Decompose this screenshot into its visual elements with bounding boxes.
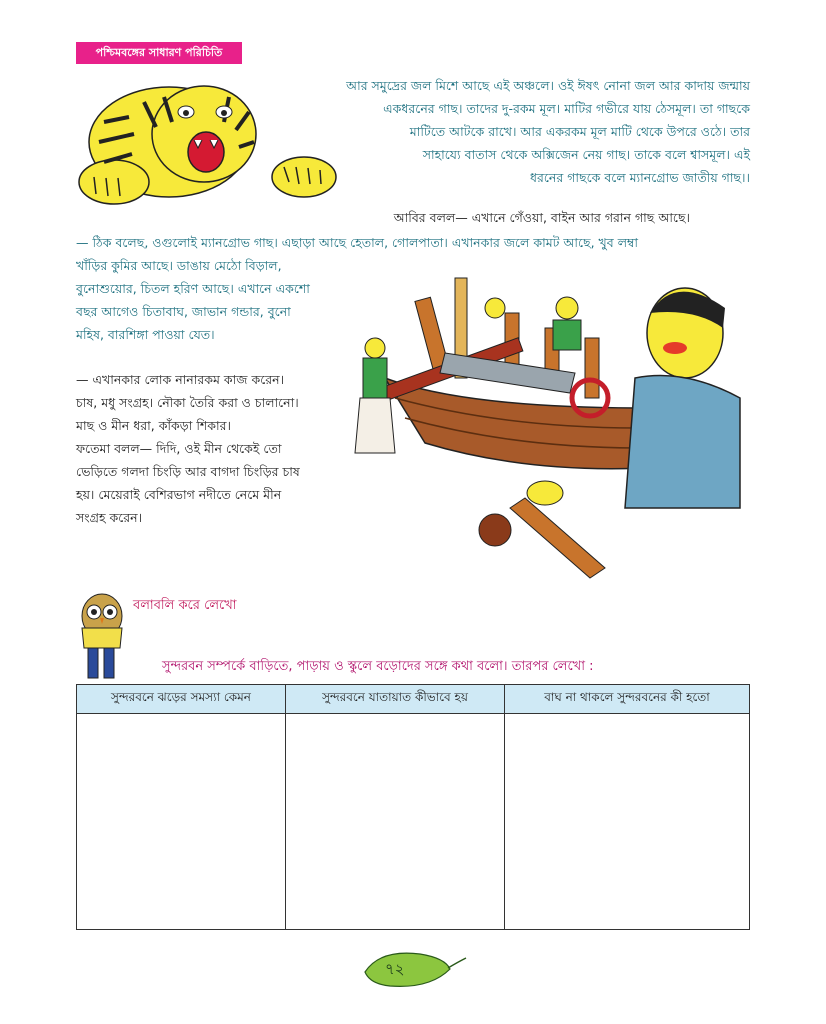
activity-table — [76, 684, 750, 930]
intro-line: সাহায্যে বাতাস থেকে অক্সিজেন নেয় গাছ। তাকে বলে শ্বাসমূল। এই — [422, 147, 750, 162]
work-line: চাষ, মধু সংগ্রহ। নৌকা তৈরি করা ও চালানো। — [76, 395, 299, 410]
activity-instruction: সুন্দরবন সম্পর্কে বাড়িতে, পাড়ায় ও স্কুলে বড়োদের সঙ্গে কথা বলো। তারপর লেখো : — [162, 659, 594, 674]
intro-line: ধরনের গাছকে বলে ম্যানগ্রোভ জাতীয় গাছ।। — [530, 170, 750, 185]
boat-building-illustration — [345, 268, 745, 583]
work-paragraph — [76, 368, 366, 529]
abir-line: আবির বলল— এখানে গেঁওয়া, বাইন আর গরান গাছ আছে। — [393, 210, 690, 225]
reply-paragraph — [76, 231, 756, 254]
intro-line: একধরনের গাছ। তাদের দু-রকম মূল। মাটির গভীরে যায় ঠেসমূল। তা গাছকে — [383, 101, 750, 116]
work-line: মাছ ও মীন ধরা, কাঁকড়া শিকার। — [76, 418, 232, 433]
work-line: — এখানকার লোক নানারকম কাজ করেন। — [76, 372, 285, 387]
reply-left-paragraph — [76, 254, 366, 346]
owl-illustration — [74, 588, 130, 684]
table-header-cell: বাঘ না থাকলে সুন্দরবনের কী হতো — [505, 685, 750, 714]
section-label: পশ্চিমবঙ্গের সাধারণ পরিচিতি — [76, 42, 242, 64]
intro-line: আর সমুদ্রের জল মিশে আছে এই অঞ্চলে। ওই ঈষৎ নোনা জল আর কাদায় জন্মায় — [346, 78, 750, 93]
work-line: ফতেমা বলল— দিদি, ওই মীন থেকেই তো — [76, 441, 282, 456]
reply-line: খাঁড়ির কুমির আছে। ডাঙায় মেঠো বিড়াল, — [76, 258, 282, 273]
table-header-cell: সুন্দরবনে ঝড়ের সমস্যা কেমন — [77, 685, 286, 714]
work-line: হয়। মেয়েরাই বেশিরভাগ নদীতে নেমে মীন — [76, 487, 282, 502]
work-line: সংগ্রহ করেন। — [76, 510, 143, 525]
table-header-cell: সুন্দরবনে যাতায়াত কীভাবে হয় — [286, 685, 505, 714]
intro-paragraph — [260, 74, 750, 189]
leaf-icon — [360, 944, 470, 994]
reply-line: বছর আগেও চিতাবাঘ, জাভান গন্ডার, বুনো — [76, 304, 291, 319]
answer-cell[interactable] — [505, 714, 750, 930]
reply-line: মহিষ, বারশিঙ্গা পাওয়া যেত। — [76, 327, 215, 342]
intro-line: মাটিতে আটকে রাখে। আর একরকম মূল মাটি থেকে উপরে ওঠে। তার — [409, 124, 750, 139]
work-line: ভেড়িতে গলদা চিংড়ি আর বাগদা চিংড়ির চাষ — [76, 464, 300, 479]
answer-cell[interactable] — [286, 714, 505, 930]
answer-cell[interactable] — [77, 714, 286, 930]
reply-line: — ঠিক বলেছ, ওগুলোই ম্যানগ্রোভ গাছ। এছাড়া আছে হেতাল, গোলপাতা। এখানকার জলে কামট আছে, খুব লম্বা — [76, 235, 638, 250]
activity-heading: বলাবলি করে লেখো — [133, 598, 237, 613]
page-number: ৭২ — [385, 960, 405, 978]
reply-line: বুনোশুয়োর, চিতল হরিণ আছে। এখানে একশো — [76, 281, 310, 296]
